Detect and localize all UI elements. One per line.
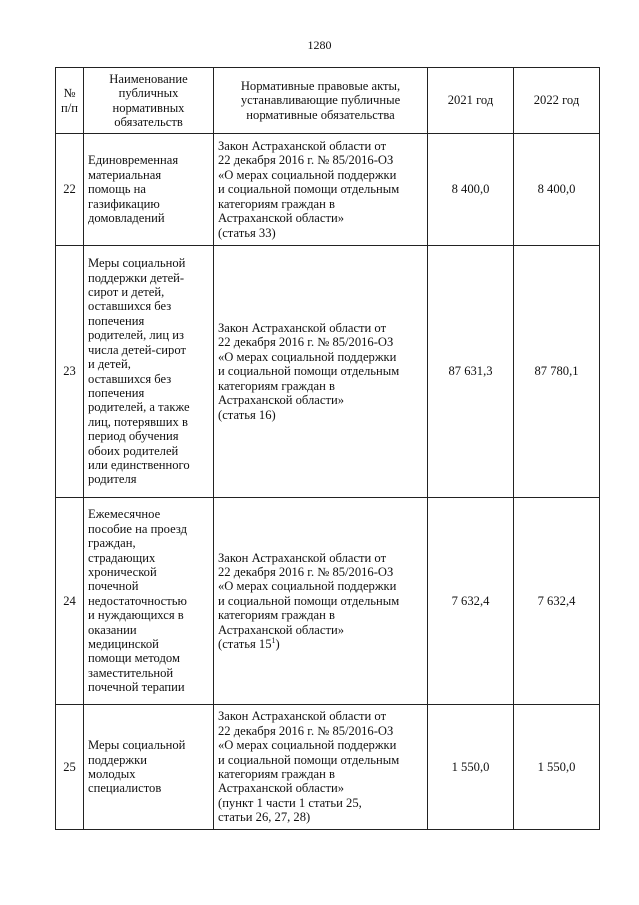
header-2022: 2022 год bbox=[514, 68, 600, 134]
header-text: нормативные обязательства bbox=[246, 107, 395, 122]
text-line: «О мерах социальной поддержки bbox=[218, 167, 397, 182]
text-line: газификацию bbox=[88, 196, 160, 211]
text-line: родителей, лиц из bbox=[88, 328, 185, 343]
text-line: Закон Астраханской области от bbox=[218, 321, 387, 336]
text-line: оставшихся без bbox=[88, 371, 172, 386]
article-superscript: 1 bbox=[271, 635, 276, 645]
legal-act bbox=[214, 705, 428, 830]
text-line: 22 декабря 2016 г. № 85/2016-ОЗ bbox=[218, 723, 394, 738]
legal-act bbox=[214, 134, 428, 246]
value-2022: 8 400,0 bbox=[514, 134, 600, 246]
table-row bbox=[56, 705, 600, 830]
value-2021: 1 550,0 bbox=[428, 705, 514, 830]
text-line: (статья 33) bbox=[218, 225, 276, 240]
article-ref-end: ) bbox=[275, 637, 280, 652]
table-header-row bbox=[56, 68, 600, 134]
text-line: страдающих bbox=[88, 550, 156, 565]
text-line: Астраханской области» bbox=[218, 393, 345, 408]
text-line: статьи 26, 27, 28) bbox=[218, 810, 311, 825]
header-num bbox=[56, 68, 84, 134]
header-text: публичных bbox=[118, 86, 179, 101]
header-2021: 2021 год bbox=[428, 68, 514, 134]
text-line: категориям граждан в bbox=[218, 767, 335, 781]
text-line: лиц, потерявших в bbox=[88, 414, 188, 429]
text-line: домовладений bbox=[88, 211, 165, 226]
text-line: Меры социальной bbox=[88, 738, 186, 753]
text-line: помощь на bbox=[88, 182, 146, 197]
text-line: Астраханской области» bbox=[218, 622, 345, 637]
legal-act bbox=[214, 498, 428, 705]
text-line: попечения bbox=[88, 313, 145, 328]
header-text: нормативных bbox=[112, 100, 185, 115]
text-line: 22 декабря 2016 г. № 85/2016-ОЗ bbox=[218, 564, 394, 579]
text-line: Ежемесячное bbox=[88, 507, 161, 522]
text-line: поддержки bbox=[88, 752, 147, 767]
header-name bbox=[84, 68, 214, 134]
text-line bbox=[218, 637, 424, 651]
text-line: заместительной bbox=[88, 665, 174, 680]
text-line: «О мерах социальной поддержки bbox=[218, 738, 397, 753]
text-line: Закон Астраханской области от bbox=[218, 709, 387, 724]
text-line: пособие на проезд bbox=[88, 521, 187, 536]
legal-act bbox=[214, 246, 428, 498]
obligation-name bbox=[84, 246, 214, 498]
text-line: Единовременная bbox=[88, 153, 179, 168]
header-text: п/п bbox=[61, 100, 78, 115]
header-acts bbox=[214, 68, 428, 134]
obligation-name bbox=[84, 705, 214, 830]
text-line: почечной терапии bbox=[88, 680, 185, 695]
text-line: и социальной помощи отдельным bbox=[218, 182, 400, 197]
row-number: 25 bbox=[56, 705, 84, 830]
value-2021: 7 632,4 bbox=[428, 498, 514, 705]
header-text: № bbox=[63, 86, 76, 101]
row-number: 24 bbox=[56, 498, 84, 705]
text-line: почечной bbox=[88, 579, 139, 594]
text-line: Астраханской области» bbox=[218, 211, 345, 226]
text-line: и социальной помощи отдельным bbox=[218, 752, 400, 767]
header-text: обязательств bbox=[114, 114, 183, 129]
text-line: и нуждающихся в bbox=[88, 608, 184, 623]
text-line: оказании bbox=[88, 622, 137, 637]
text-line: и социальной помощи отдельным bbox=[218, 364, 400, 379]
text-line: поддержки детей- bbox=[88, 270, 185, 285]
text-line: Меры социальной bbox=[88, 256, 186, 271]
value-2021: 8 400,0 bbox=[428, 134, 514, 246]
text-line: специалистов bbox=[88, 781, 162, 796]
obligations-table bbox=[55, 67, 600, 830]
header-text: Нормативные правовые акты, bbox=[240, 78, 401, 93]
text-line: Закон Астраханской области от bbox=[218, 550, 387, 565]
text-line: 22 декабря 2016 г. № 85/2016-ОЗ bbox=[218, 153, 394, 168]
table-row bbox=[56, 134, 600, 246]
text-line: оставшихся без bbox=[88, 299, 172, 314]
value-2022: 7 632,4 bbox=[514, 498, 600, 705]
text-line: (пункт 1 части 1 статьи 25, bbox=[218, 795, 362, 810]
table-row bbox=[56, 246, 600, 498]
text-line: и социальной помощи отдельным bbox=[218, 593, 400, 608]
text-line: числа детей-сирот bbox=[88, 342, 186, 357]
text-line: «О мерах социальной поддержки bbox=[218, 349, 397, 364]
row-number: 22 bbox=[56, 134, 84, 246]
text-line: материальная bbox=[88, 167, 162, 182]
value-2022: 1 550,0 bbox=[514, 705, 600, 830]
value-2021: 87 631,3 bbox=[428, 246, 514, 498]
article-ref: (статья 15 bbox=[218, 637, 272, 652]
text-line: период обучения bbox=[88, 429, 179, 444]
value-2022: 87 780,1 bbox=[514, 246, 600, 498]
text-line: родителя bbox=[88, 472, 137, 487]
text-line: сирот и детей, bbox=[88, 285, 165, 300]
page-number: 1280 bbox=[307, 38, 332, 52]
text-line: «О мерах социальной поддержки bbox=[218, 579, 397, 594]
text-line: помощи методом bbox=[88, 651, 180, 666]
text-line: граждан, bbox=[88, 536, 136, 551]
text-line: и детей, bbox=[88, 357, 131, 372]
text-line: или единственного bbox=[88, 457, 190, 472]
text-line: категориям граждан в bbox=[218, 378, 335, 393]
text-line: молодых bbox=[88, 767, 136, 781]
text-line: недостаточностью bbox=[88, 593, 187, 608]
text-line: Астраханской области» bbox=[218, 781, 345, 796]
text-line: Закон Астраханской области от bbox=[218, 139, 387, 154]
text-line: родителей, а также bbox=[88, 400, 190, 415]
text-line: (статья 16) bbox=[218, 407, 276, 422]
obligation-name bbox=[84, 498, 214, 705]
row-number: 23 bbox=[56, 246, 84, 498]
text-line: категориям граждан в bbox=[218, 608, 335, 623]
text-line: хронической bbox=[88, 564, 157, 579]
obligation-name bbox=[84, 134, 214, 246]
text-line: обоих родителей bbox=[88, 443, 179, 458]
text-line: категориям граждан в bbox=[218, 196, 335, 211]
text-line: медицинской bbox=[88, 637, 159, 652]
text-line: 22 декабря 2016 г. № 85/2016-ОЗ bbox=[218, 335, 394, 350]
header-text: устанавливающие публичные bbox=[240, 93, 401, 108]
header-text: Наименование bbox=[109, 71, 188, 86]
table-row bbox=[56, 498, 600, 705]
text-line: попечения bbox=[88, 385, 145, 400]
